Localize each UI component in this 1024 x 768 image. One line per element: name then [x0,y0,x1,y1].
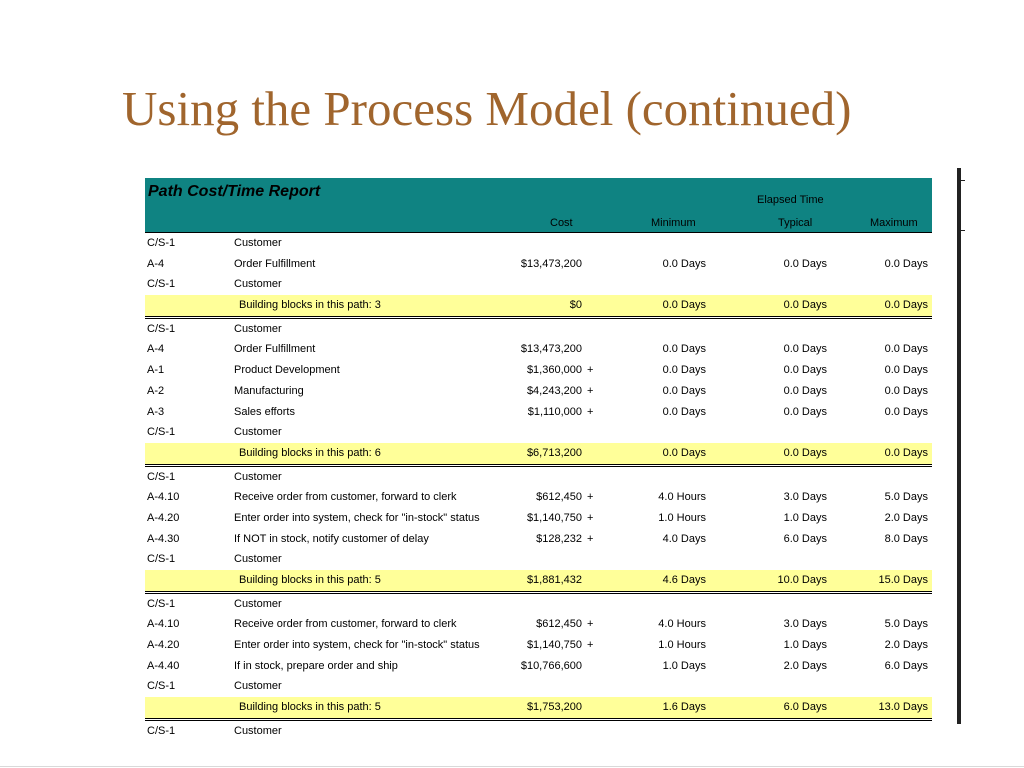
column-header-maximum: Maximum [870,217,918,229]
table-row [145,718,932,742]
cell-maximum: 0.0 Days [884,343,928,356]
summary-row [145,697,932,718]
cell-maximum: 0.0 Days [884,257,928,270]
cell-minimum: 0.0 Days [662,257,706,270]
cell-cost: $612,450 [536,618,582,631]
cell-plus: + [587,618,594,631]
cell-cost: $612,450 [536,491,582,504]
cell-minimum: 4.6 Days [662,574,706,586]
cell-typical: 0.0 Days [783,257,827,270]
table-row [145,529,932,550]
cell-description: Order Fulfillment [234,343,316,356]
table-row [145,316,932,340]
cell-code: A-4.20 [147,511,180,524]
cell-cost: $10,766,600 [520,659,582,672]
cell-cost: $1,753,200 [526,701,582,714]
cell-description: Sales efforts [234,405,295,418]
cell-description: Order Fulfillment [234,257,316,270]
cell-plus: + [587,511,594,524]
cell-typical: 0.0 Days [783,405,827,418]
cell-minimum: 0.0 Days [662,343,706,356]
cell-cost: $13,473,200 [520,257,582,270]
table-row [145,360,932,381]
cell-maximum: 13.0 Days [878,701,928,714]
scrollbar-tick [961,180,965,181]
table-row [145,464,932,488]
path-summary-label: Building blocks in this path: 5 [239,574,381,586]
cell-description: Receive order from customer, forward to clerk [234,618,457,631]
cell-description: Customer [234,426,282,439]
cell-minimum: 4.0 Hours [658,491,706,504]
cell-description: Customer [234,237,282,249]
cell-minimum: 4.0 Hours [658,618,706,631]
cell-code: C/S-1 [147,724,176,737]
cell-description: Customer [234,278,282,291]
cell-plus: + [587,639,594,652]
cell-maximum: 5.0 Days [884,491,928,504]
cell-typical: 0.0 Days [783,343,827,356]
cell-cost: $128,232 [536,532,582,545]
cell-description: Customer [234,680,282,693]
cell-description: Enter order into system, check for "in-stock" status [234,639,480,652]
cell-typical: 2.0 Days [783,659,827,672]
cell-typical: 1.0 Days [783,639,827,652]
table-row [145,635,932,656]
report-header [145,178,932,232]
cell-typical: 0.0 Days [783,299,827,312]
cell-cost: $13,473,200 [520,343,582,356]
cell-code: A-4 [147,257,165,270]
path-summary-label: Building blocks in this path: 5 [239,701,381,714]
cell-description: Manufacturing [234,384,304,397]
cell-description: Receive order from customer, forward to clerk [234,491,457,504]
cell-maximum: 8.0 Days [884,532,928,545]
cell-cost: $1,881,432 [526,574,582,586]
table-row [145,254,932,275]
cell-typical: 0.0 Days [783,446,827,459]
path-summary-label: Building blocks in this path: 3 [239,299,381,312]
cell-minimum: 0.0 Days [662,299,706,312]
cell-description: Customer [234,553,282,566]
table-row [145,676,932,697]
cell-plus: + [587,384,594,397]
cell-code: C/S-1 [147,553,176,566]
cell-cost: $6,713,200 [526,446,582,459]
table-row [145,381,932,402]
table-row [145,487,932,508]
cell-plus: + [587,405,594,418]
cell-code: A-2 [147,384,165,397]
table-row [145,232,932,254]
table-row [145,508,932,529]
cell-description: If NOT in stock, notify customer of delay [234,532,429,545]
scrollbar-edge [957,168,961,724]
cell-description: Customer [234,597,282,610]
cell-code: A-4.30 [147,532,180,545]
cell-description: Customer [234,724,282,737]
cell-minimum: 0.0 Days [662,405,706,418]
cell-description: Product Development [234,364,340,377]
report-rows [145,232,932,742]
cell-maximum: 2.0 Days [884,639,928,652]
cell-code: C/S-1 [147,597,176,610]
column-header-minimum: Minimum [651,217,696,229]
cell-minimum: 4.0 Days [662,532,706,545]
cell-code: C/S-1 [147,680,176,693]
cell-minimum: 0.0 Days [662,384,706,397]
table-row [145,656,932,677]
cell-code: A-4.10 [147,491,180,504]
cell-code: C/S-1 [147,426,176,439]
cell-minimum: 1.0 Hours [658,511,706,524]
cell-code: A-3 [147,405,165,418]
cell-code: A-4.20 [147,639,180,652]
cell-code: C/S-1 [147,322,176,335]
cell-maximum: 0.0 Days [884,405,928,418]
table-row [145,591,932,615]
table-row [145,614,932,635]
slide-bottom-rule [0,766,1024,767]
column-header-cost: Cost [550,217,573,229]
path-summary-label: Building blocks in this path: 6 [239,446,381,459]
elapsed-time-label: Elapsed Time [757,194,824,206]
cell-maximum: 0.0 Days [884,384,928,397]
table-row [145,339,932,360]
slide-title: Using the Process Model (continued) [122,81,852,136]
scrollbar-tick [961,230,965,231]
table-row [145,274,932,295]
column-header-typical: Typical [778,217,813,229]
cell-maximum: 5.0 Days [884,618,928,631]
cell-code: A-4.40 [147,659,180,672]
summary-row [145,570,932,591]
table-row [145,402,932,423]
cell-code: A-4.10 [147,618,180,631]
cell-typical: 10.0 Days [777,574,827,586]
cell-typical: 6.0 Days [783,701,827,714]
cell-cost: $1,140,750 [526,639,582,652]
cell-maximum: 2.0 Days [884,511,928,524]
cell-maximum: 15.0 Days [878,574,928,586]
cell-minimum: 1.0 Days [662,659,706,672]
cell-cost: $1,110,000 [527,405,582,418]
cell-description: If in stock, prepare order and ship [234,659,398,672]
cell-typical: 0.0 Days [783,384,827,397]
cell-code: A-4 [147,343,165,356]
cell-description: Customer [234,322,282,335]
table-row [145,422,932,443]
cell-maximum: 6.0 Days [884,659,928,672]
summary-row [145,443,932,464]
cell-cost: $1,360,000 [526,364,582,377]
cell-maximum: 0.0 Days [884,364,928,377]
cell-minimum: 1.6 Days [662,701,706,714]
cell-plus: + [587,364,594,377]
cell-code: A-1 [147,364,165,377]
cell-typical: 6.0 Days [783,532,827,545]
table-row [145,549,932,570]
cell-description: Enter order into system, check for "in-stock" status [234,511,480,524]
cell-maximum: 0.0 Days [884,299,928,312]
cell-cost: $4,243,200 [526,384,582,397]
cell-maximum: 0.0 Days [884,446,928,459]
cell-code: C/S-1 [147,278,176,291]
cell-cost: $1,140,750 [526,511,582,524]
cell-minimum: 0.0 Days [662,446,706,459]
cell-description: Customer [234,470,282,483]
report-title: Path Cost/Time Report [148,183,321,200]
cell-code: C/S-1 [147,237,176,249]
cell-typical: 3.0 Days [783,618,827,631]
cell-typical: 0.0 Days [783,364,827,377]
path-cost-time-report [145,178,932,742]
cell-cost: $0 [569,299,582,312]
cell-minimum: 1.0 Hours [658,639,706,652]
cell-code: C/S-1 [147,470,176,483]
cell-minimum: 0.0 Days [662,364,706,377]
cell-plus: + [587,491,594,504]
cell-plus: + [587,532,594,545]
cell-typical: 3.0 Days [783,491,827,504]
summary-row [145,295,932,316]
cell-typical: 1.0 Days [783,511,827,524]
